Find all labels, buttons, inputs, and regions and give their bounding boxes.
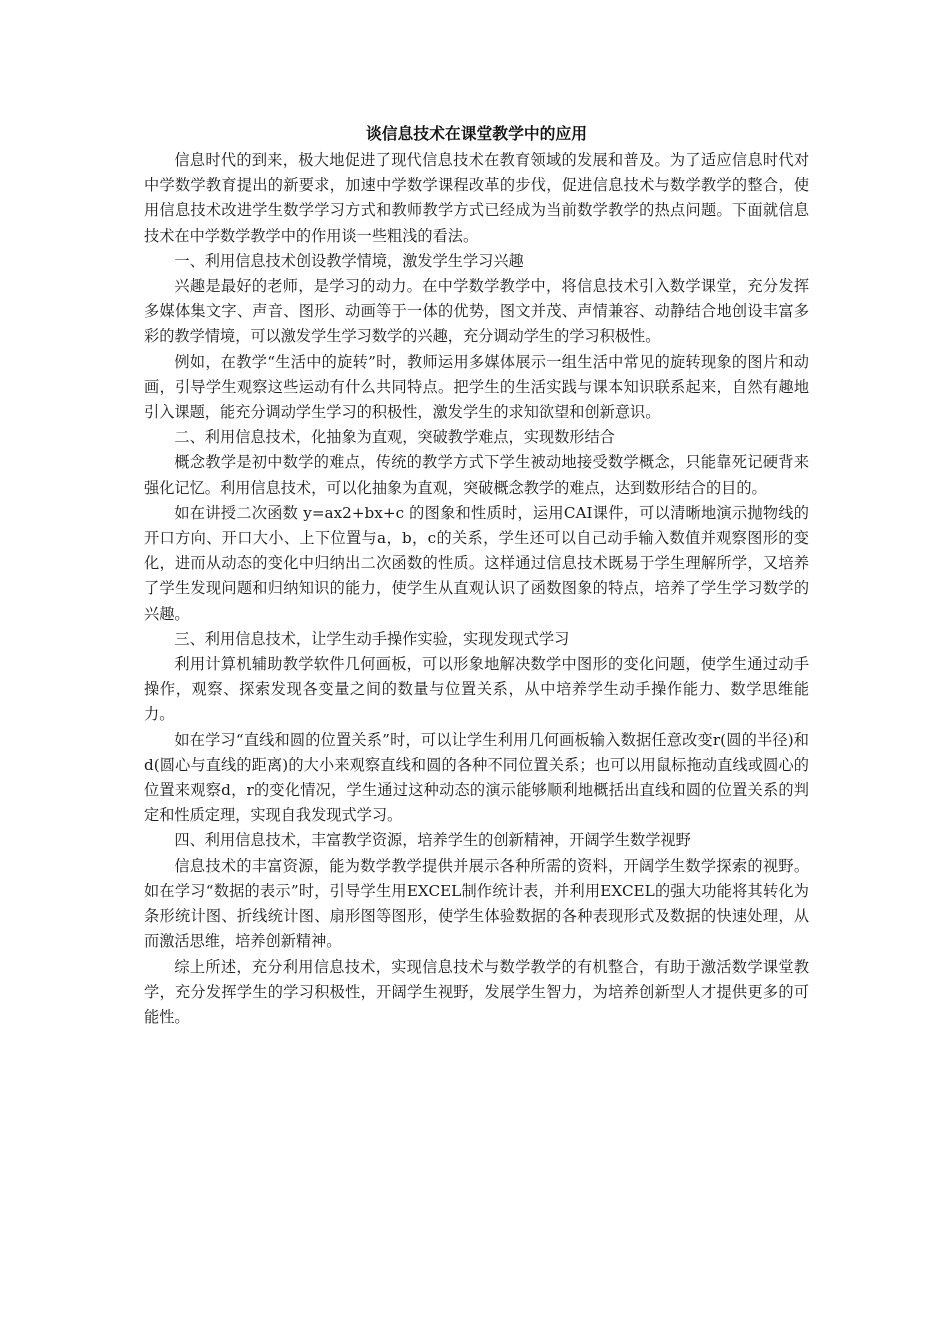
- paragraph-1-2: 例如，在教学“生活中的旋转”时，教师运用多媒体展示一组生活中常见的旋转现象的图片和动画，引导学生观察这些运动有什么共同特点。把学生的生活实践与课本知识联系起来，自然有趣地引入课题，能充分调动学生学习的积极性，激发学生的求知欲望和创新意识。: [144, 352, 809, 422]
- section-heading-1: 一、利用信息技术创设教学情境，激发学生学习兴趣: [174, 251, 524, 270]
- paragraph-4-1: 信息技术的丰富资源，能为数学教学提供并展示各种所需的资料，开阔学生数学探索的视野。如在学习“数据的表示”时，引导学生用EXCEL制作统计表，并利用EXCEL的强大功能将其转化为条形统计图、折线统计图、扇形图等图形，使学生体验数据的各种表现形式及数据的快速处理，从而激活思维，培养创新精神。: [144, 856, 809, 951]
- section-heading-4: 四、利用信息技术，丰富教学资源，培养学生的创新精神，开阔学生数学视野: [174, 831, 691, 850]
- document-content: [144, 120, 809, 1030]
- paragraph-conclusion: 综上所述，充分利用信息技术，实现信息技术与数学教学的有机整合，有助于激活数学课堂教学，充分发挥学生的学习积极性，开阔学生视野，发展学生智力，为培养创新型人才提供更多的可能性。: [144, 957, 809, 1026]
- paragraph-2-2: 如在讲授二次函数 y=ax2+bx+c 的图象和性质时，运用CAI课件，可以清晰地演示抛物线的开口方向、开口大小、上下位置与a，b，c的关系，学生还可以自己动手输入数值并观察图形的变化，进而从动态的变化中归纳出二次函数的性质。这样通过信息技术既易于学生理解所学，又培养了学生发现问题和归纳知识的能力，使学生从直观认识了函数图象的特点，培养了学生学习数学的兴趣。: [144, 503, 809, 623]
- section-heading-2: 二、利用信息技术，化抽象为直观，突破教学难点，实现数形结合: [174, 428, 615, 447]
- paragraph-3-1: 利用计算机辅助教学软件几何画板，可以形象地解决数学中图形的变化问题，使学生通过动手操作，观察、探索发现各变量之间的数量与位置关系，从中培养学生动手操作能力、数学思维能力。: [144, 655, 809, 724]
- section-heading-3: 三、利用信息技术，让学生动手操作实验，实现发现式学习: [174, 629, 570, 648]
- paragraph-3-2: 如在学习“直线和圆的位置关系”时，可以让学生利用几何画板输入数据任意改变r(圆的半径)和d(圆心与直线的距离)的大小来观察直线和圆的各种不同位置关系；也可以用鼠标拖动直线或圆心的位置来观察d，r的变化情况，学生通过这种动态的演示能够顺利地概括出直线和圆的位置关系的判定和性质定理，实现自我发现式学习。: [144, 730, 809, 825]
- paragraph-1-1: 兴趣是最好的老师，是学习的动力。在中学数学教学中，将信息技术引入数学课堂，充分发挥多媒体集文字、声音、图形、动画等于一体的优势，图文并茂、声情兼容、动静结合地创设丰富多彩的教学情境，可以激发学生学习数学的兴趣，充分调动学生的学习积极性。: [144, 277, 809, 346]
- document-title: 谈信息技术在课堂教学中的应用: [365, 124, 588, 143]
- paragraph-2-1: 概念教学是初中数学的难点，传统的教学方式下学生被动地接受数学概念，只能靠死记硬背来强化记忆。利用信息技术，可以化抽象为直观，突破概念教学的难点，达到数形结合的目的。: [144, 453, 809, 497]
- paragraph-intro: 信息时代的到来，极大地促进了现代信息技术在教育领域的发展和普及。为了适应信息时代对中学数学教育提出的新要求，加速中学数学课程改革的步伐，促进信息技术与数学教学的整合，使用信息技术改进学生数学学习方式和教师教学方式已经成为当前数学教学的热点问题。下面就信息技术在中学数学教学中的作用谈一些粗浅的看法。: [144, 151, 809, 245]
